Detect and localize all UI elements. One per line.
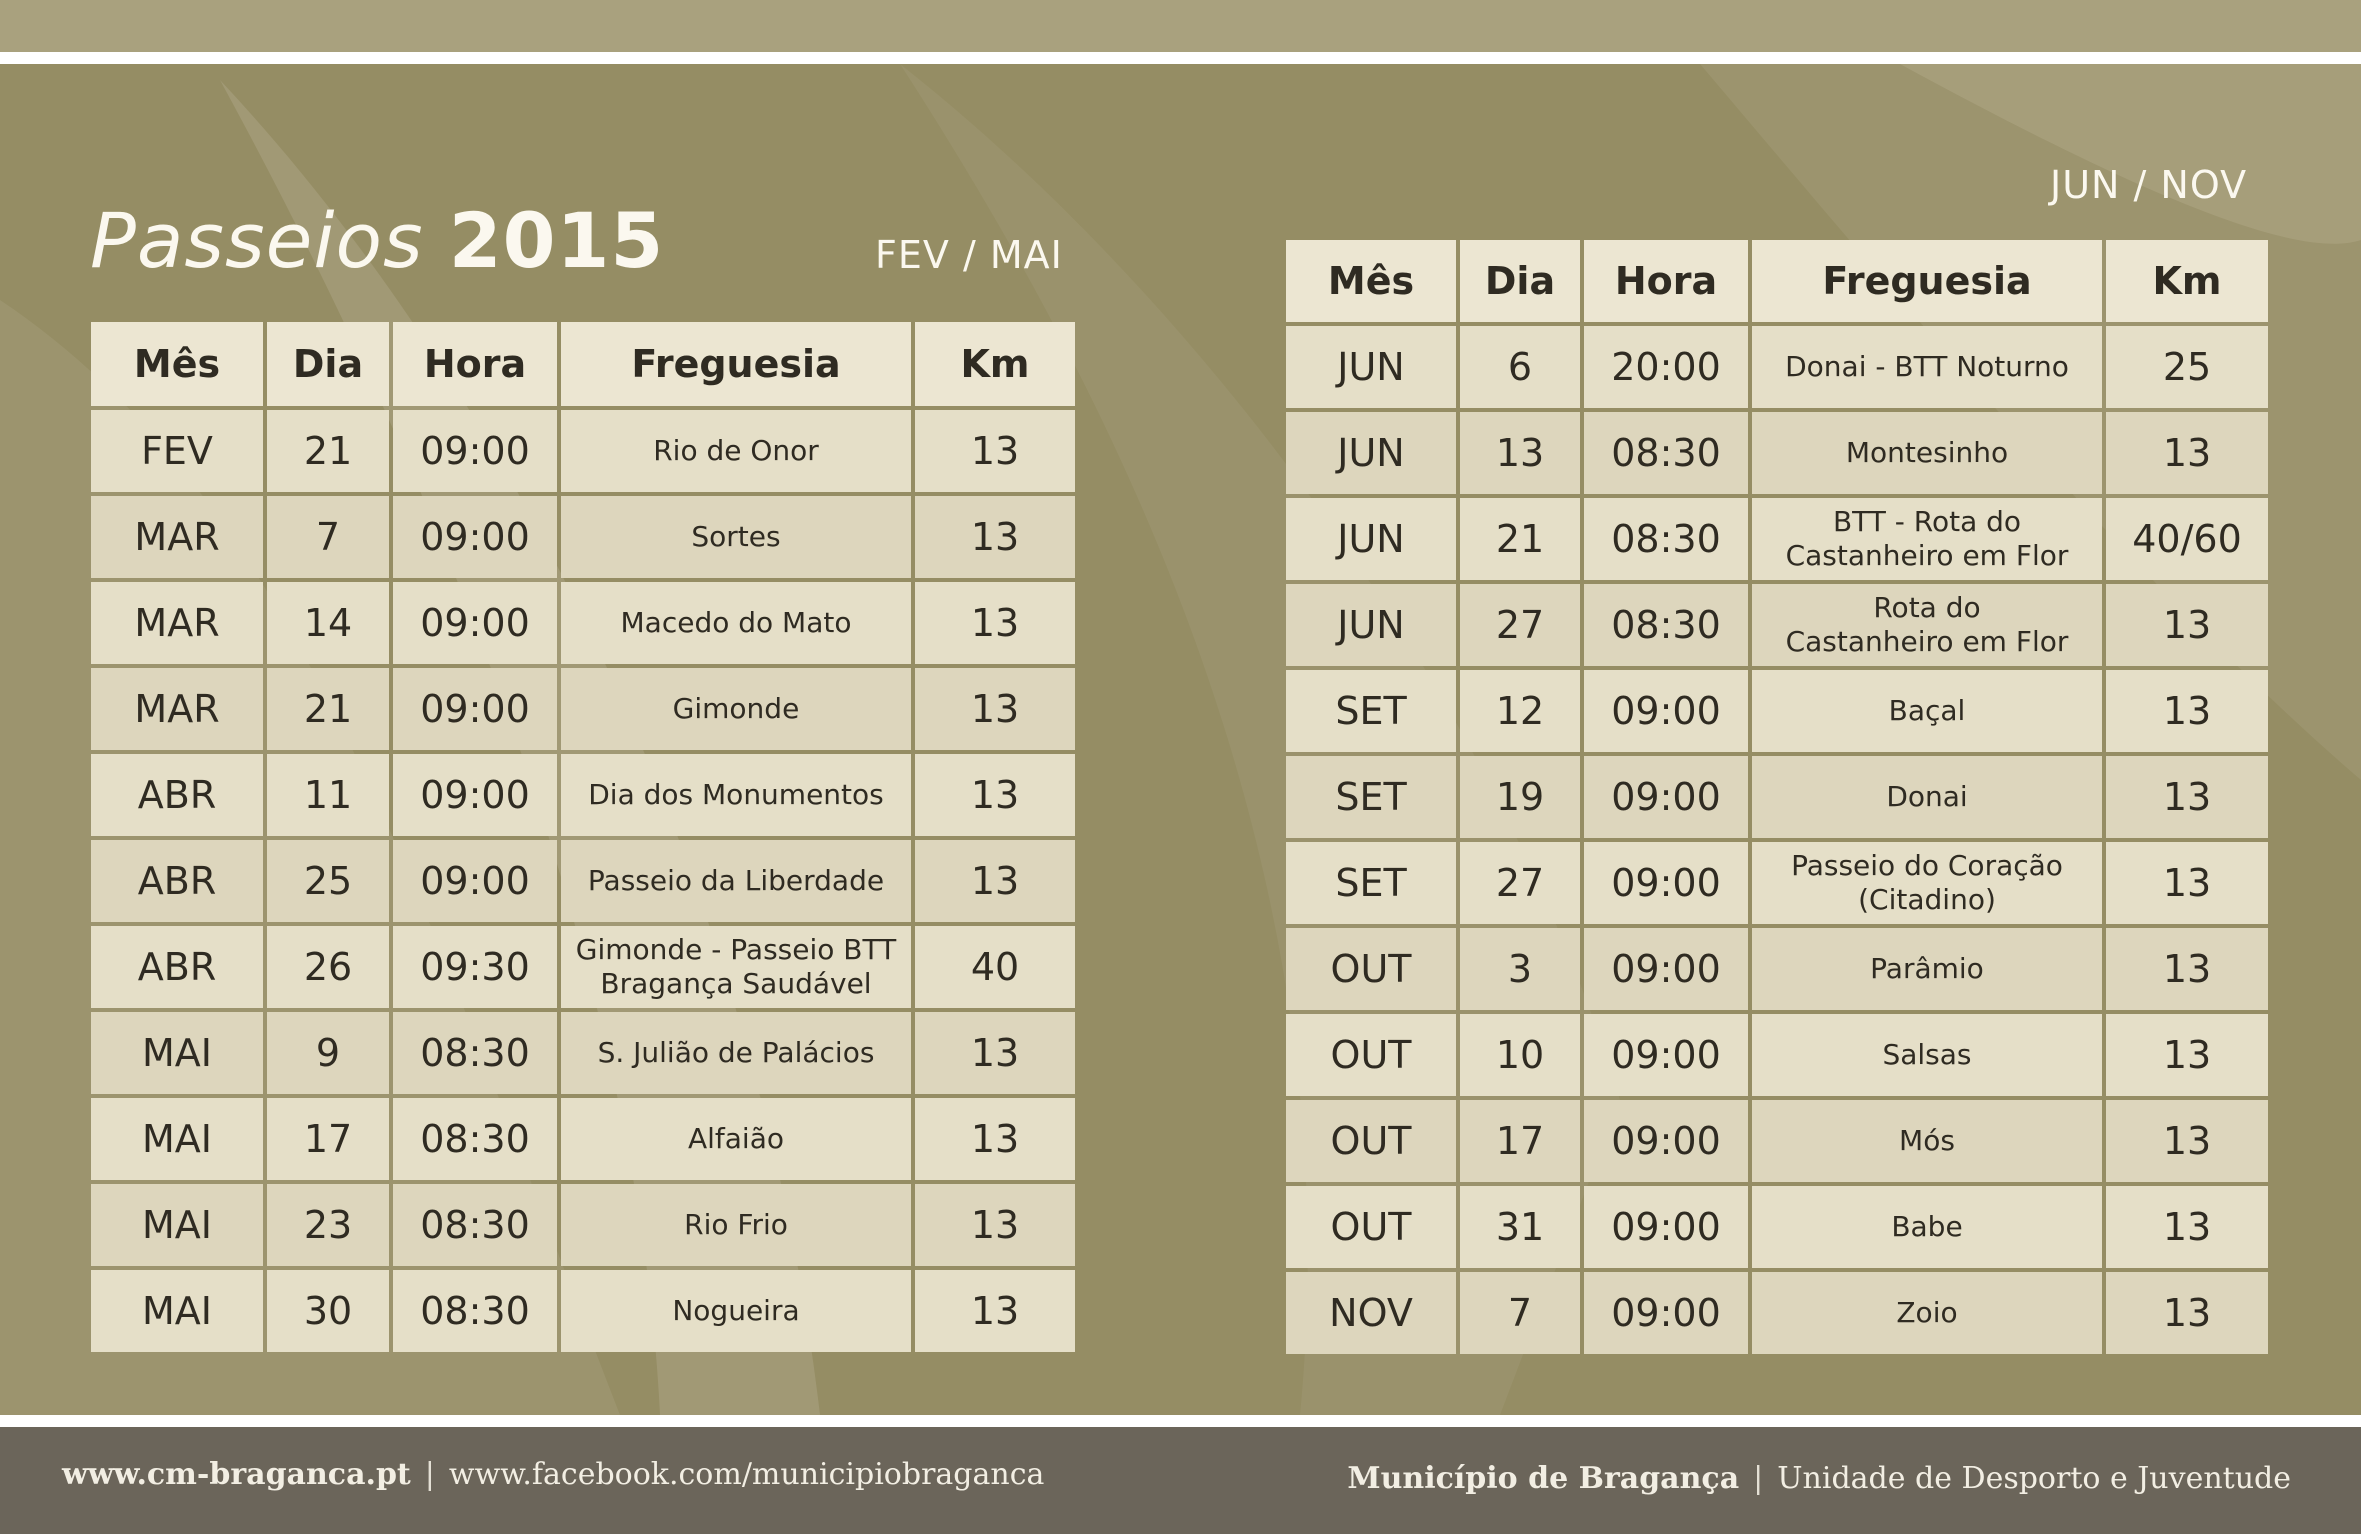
cell-month: SET bbox=[1286, 842, 1456, 924]
cell-km: 40 bbox=[915, 926, 1075, 1008]
cell-parish: Gimonde - Passeio BTT Bragança Saudável bbox=[561, 926, 911, 1008]
cell-day: 11 bbox=[267, 754, 389, 836]
cell-month: SET bbox=[1286, 756, 1456, 838]
cell-day: 21 bbox=[267, 668, 389, 750]
cell-parish: Nogueira bbox=[561, 1270, 911, 1352]
table-row bbox=[1286, 584, 2268, 666]
cell-km: 13 bbox=[2106, 1272, 2268, 1354]
header-dia: Dia bbox=[1460, 240, 1580, 322]
department-name: Unidade de Desporto e Juventude bbox=[1777, 1461, 2291, 1496]
cell-day: 14 bbox=[267, 582, 389, 664]
cell-month: OUT bbox=[1286, 1186, 1456, 1268]
cell-month: OUT bbox=[1286, 1100, 1456, 1182]
cell-km: 13 bbox=[915, 840, 1075, 922]
cell-km: 13 bbox=[915, 1184, 1075, 1266]
cell-time: 20:00 bbox=[1584, 326, 1748, 408]
cell-parish: Montesinho bbox=[1752, 412, 2102, 494]
cell-month: JUN bbox=[1286, 498, 1456, 580]
cell-day: 26 bbox=[267, 926, 389, 1008]
facebook-link[interactable]: www.facebook.com/municipiobraganca bbox=[448, 1457, 1045, 1492]
cell-month: JUN bbox=[1286, 326, 1456, 408]
cell-time: 09:00 bbox=[393, 840, 557, 922]
cell-time: 09:00 bbox=[1584, 1186, 1748, 1268]
cell-parish: Macedo do Mato bbox=[561, 582, 911, 664]
top-divider bbox=[0, 52, 2361, 64]
page-title bbox=[90, 196, 664, 285]
title-light: Passeios bbox=[90, 196, 424, 285]
cell-km: 25 bbox=[2106, 326, 2268, 408]
cell-month: FEV bbox=[91, 410, 263, 492]
footer-separator: | bbox=[1753, 1461, 1764, 1496]
cell-parish: Gimonde bbox=[561, 668, 911, 750]
cell-time: 09:00 bbox=[393, 496, 557, 578]
cell-time: 09:30 bbox=[393, 926, 557, 1008]
bottom-divider bbox=[0, 1415, 2361, 1427]
cell-km: 13 bbox=[915, 754, 1075, 836]
table-row bbox=[91, 410, 1075, 492]
right-period-label: JUN / NOV bbox=[2050, 163, 2248, 207]
header-km: Km bbox=[2106, 240, 2268, 322]
cell-parish: Salsas bbox=[1752, 1014, 2102, 1096]
cell-month: MAR bbox=[91, 582, 263, 664]
cell-time: 09:00 bbox=[393, 754, 557, 836]
header-km: Km bbox=[915, 322, 1075, 406]
header-freguesia: Freguesia bbox=[561, 322, 911, 406]
cell-km: 13 bbox=[2106, 842, 2268, 924]
cell-day: 17 bbox=[267, 1098, 389, 1180]
cell-day: 9 bbox=[267, 1012, 389, 1094]
cell-month: MAI bbox=[91, 1270, 263, 1352]
cell-month: ABR bbox=[91, 926, 263, 1008]
cell-km: 13 bbox=[2106, 1186, 2268, 1268]
cell-parish: Rio Frio bbox=[561, 1184, 911, 1266]
cell-km: 13 bbox=[915, 1270, 1075, 1352]
cell-month: ABR bbox=[91, 840, 263, 922]
cell-time: 08:30 bbox=[1584, 584, 1748, 666]
footer-organization bbox=[1347, 1461, 2291, 1496]
table-row bbox=[1286, 1014, 2268, 1096]
cell-day: 31 bbox=[1460, 1186, 1580, 1268]
cell-day: 10 bbox=[1460, 1014, 1580, 1096]
table-row bbox=[91, 1184, 1075, 1266]
cell-parish: Donai - BTT Noturno bbox=[1752, 326, 2102, 408]
cell-month: JUN bbox=[1286, 412, 1456, 494]
cell-time: 09:00 bbox=[393, 582, 557, 664]
cell-time: 08:30 bbox=[393, 1184, 557, 1266]
table-row bbox=[91, 1098, 1075, 1180]
cell-km: 13 bbox=[915, 1098, 1075, 1180]
cell-month: NOV bbox=[1286, 1272, 1456, 1354]
cell-parish: Sortes bbox=[561, 496, 911, 578]
cell-parish: Parâmio bbox=[1752, 928, 2102, 1010]
schedule-table-jun-nov bbox=[1282, 236, 2272, 1358]
cell-day: 6 bbox=[1460, 326, 1580, 408]
table-row bbox=[1286, 498, 2268, 580]
cell-month: MAI bbox=[91, 1098, 263, 1180]
header-hora: Hora bbox=[1584, 240, 1748, 322]
cell-day: 7 bbox=[1460, 1272, 1580, 1354]
cell-km: 13 bbox=[915, 496, 1075, 578]
footer-links bbox=[62, 1457, 1044, 1492]
table-row bbox=[91, 926, 1075, 1008]
cell-parish: Rio de Onor bbox=[561, 410, 911, 492]
footer-separator: | bbox=[424, 1457, 435, 1492]
table-row bbox=[1286, 756, 2268, 838]
cell-km: 13 bbox=[915, 1012, 1075, 1094]
header-hora: Hora bbox=[393, 322, 557, 406]
cell-time: 08:30 bbox=[393, 1270, 557, 1352]
cell-parish: S. Julião de Palácios bbox=[561, 1012, 911, 1094]
cell-km: 13 bbox=[915, 668, 1075, 750]
top-band bbox=[0, 0, 2361, 52]
table-row bbox=[91, 1270, 1075, 1352]
table-row bbox=[91, 1012, 1075, 1094]
header-mes: Mês bbox=[91, 322, 263, 406]
cell-parish: Alfaião bbox=[561, 1098, 911, 1180]
cell-month: OUT bbox=[1286, 928, 1456, 1010]
cell-parish: Baçal bbox=[1752, 670, 2102, 752]
cell-day: 21 bbox=[267, 410, 389, 492]
table-row bbox=[1286, 412, 2268, 494]
cell-day: 17 bbox=[1460, 1100, 1580, 1182]
cell-month: JUN bbox=[1286, 584, 1456, 666]
cell-time: 09:00 bbox=[1584, 842, 1748, 924]
cell-day: 25 bbox=[267, 840, 389, 922]
cell-time: 09:00 bbox=[1584, 1100, 1748, 1182]
cell-km: 13 bbox=[2106, 584, 2268, 666]
municipality-name: Município de Bragança bbox=[1347, 1461, 1740, 1496]
cell-month: MAI bbox=[91, 1184, 263, 1266]
cell-day: 19 bbox=[1460, 756, 1580, 838]
cell-parish: BTT - Rota do Castanheiro em Flor bbox=[1752, 498, 2102, 580]
cell-km: 13 bbox=[2106, 1100, 2268, 1182]
cell-month: SET bbox=[1286, 670, 1456, 752]
cell-time: 09:00 bbox=[1584, 756, 1748, 838]
cell-km: 13 bbox=[2106, 1014, 2268, 1096]
cell-time: 08:30 bbox=[1584, 498, 1748, 580]
cell-month: MAI bbox=[91, 1012, 263, 1094]
cell-day: 7 bbox=[267, 496, 389, 578]
cell-time: 09:00 bbox=[393, 668, 557, 750]
cell-parish: Zoio bbox=[1752, 1272, 2102, 1354]
table-row bbox=[1286, 670, 2268, 752]
table-row bbox=[1286, 928, 2268, 1010]
cell-day: 21 bbox=[1460, 498, 1580, 580]
cell-time: 09:00 bbox=[1584, 670, 1748, 752]
cell-day: 27 bbox=[1460, 842, 1580, 924]
cell-day: 13 bbox=[1460, 412, 1580, 494]
cell-day: 3 bbox=[1460, 928, 1580, 1010]
cell-km: 13 bbox=[2106, 928, 2268, 1010]
table-row bbox=[1286, 1100, 2268, 1182]
footer bbox=[0, 1427, 2361, 1534]
table-row bbox=[91, 496, 1075, 578]
cell-km: 40/60 bbox=[2106, 498, 2268, 580]
cell-km: 13 bbox=[915, 582, 1075, 664]
cell-month: MAR bbox=[91, 668, 263, 750]
title-year: 2015 bbox=[448, 196, 665, 285]
cell-time: 08:30 bbox=[393, 1012, 557, 1094]
cell-km: 13 bbox=[2106, 756, 2268, 838]
cell-parish: Rota do Castanheiro em Flor bbox=[1752, 584, 2102, 666]
cell-time: 08:30 bbox=[393, 1098, 557, 1180]
schedule-table-feb-may bbox=[87, 318, 1079, 1356]
cell-month: MAR bbox=[91, 496, 263, 578]
cell-km: 13 bbox=[2106, 412, 2268, 494]
header-dia: Dia bbox=[267, 322, 389, 406]
website-link[interactable]: www.cm-braganca.pt bbox=[62, 1457, 411, 1492]
table-row bbox=[91, 840, 1075, 922]
cell-km: 13 bbox=[915, 410, 1075, 492]
cell-time: 09:00 bbox=[1584, 1272, 1748, 1354]
cell-time: 09:00 bbox=[393, 410, 557, 492]
cell-day: 27 bbox=[1460, 584, 1580, 666]
cell-parish: Mós bbox=[1752, 1100, 2102, 1182]
cell-day: 30 bbox=[267, 1270, 389, 1352]
table-header-row bbox=[1286, 240, 2268, 322]
cell-day: 23 bbox=[267, 1184, 389, 1266]
cell-parish: Babe bbox=[1752, 1186, 2102, 1268]
cell-month: ABR bbox=[91, 754, 263, 836]
cell-time: 08:30 bbox=[1584, 412, 1748, 494]
table-row bbox=[1286, 1272, 2268, 1354]
cell-time: 09:00 bbox=[1584, 1014, 1748, 1096]
cell-month: OUT bbox=[1286, 1014, 1456, 1096]
cell-parish: Passeio do Coração (Citadino) bbox=[1752, 842, 2102, 924]
table-row bbox=[1286, 1186, 2268, 1268]
table-row bbox=[1286, 842, 2268, 924]
table-row bbox=[91, 668, 1075, 750]
cell-day: 12 bbox=[1460, 670, 1580, 752]
cell-km: 13 bbox=[2106, 670, 2268, 752]
cell-parish: Dia dos Monumentos bbox=[561, 754, 911, 836]
cell-parish: Passeio da Liberdade bbox=[561, 840, 911, 922]
cell-parish: Donai bbox=[1752, 756, 2102, 838]
left-period-label: FEV / MAI bbox=[875, 233, 1063, 277]
table-row bbox=[1286, 326, 2268, 408]
table-header-row bbox=[91, 322, 1075, 406]
table-row bbox=[91, 582, 1075, 664]
table-row bbox=[91, 754, 1075, 836]
header-freguesia: Freguesia bbox=[1752, 240, 2102, 322]
cell-time: 09:00 bbox=[1584, 928, 1748, 1010]
header-mes: Mês bbox=[1286, 240, 1456, 322]
